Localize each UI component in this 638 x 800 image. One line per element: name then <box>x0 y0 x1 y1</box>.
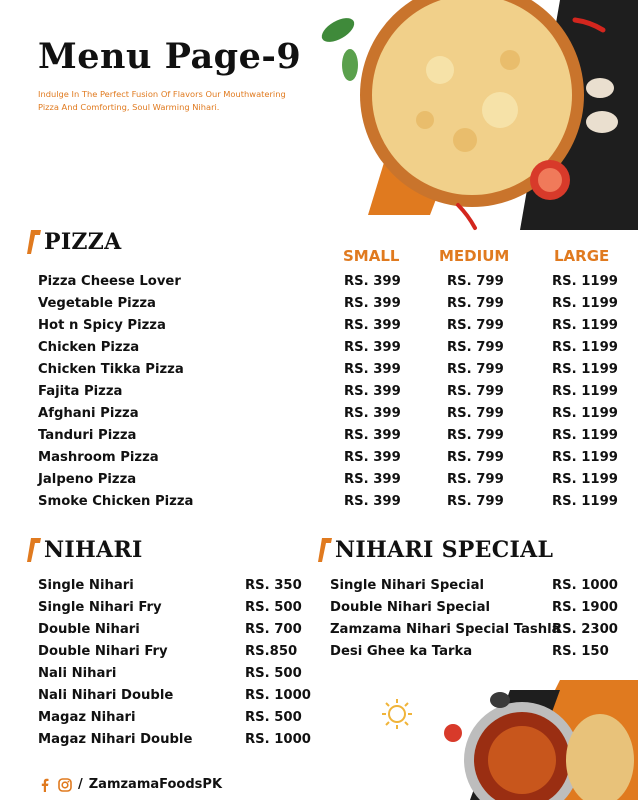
pizza-row <box>38 274 628 296</box>
basil-leaf-icon <box>342 49 358 81</box>
size-header-medium: MEDIUM <box>439 247 510 265</box>
footer-orange-panel <box>500 680 638 800</box>
section-marker-icon <box>318 538 332 562</box>
nihari-name: Single Nihari <box>38 578 134 593</box>
chilli-icon <box>575 20 603 30</box>
price-small: RS. 399 <box>344 472 401 487</box>
nihari-section-heading <box>27 537 143 563</box>
instagram-icon[interactable] <box>58 778 72 792</box>
price-medium: RS. 799 <box>447 494 504 509</box>
nihari-name: Magaz Nihari Double <box>38 732 193 747</box>
footer-separator: / <box>78 777 83 792</box>
pizza-name: Pizza Cheese Lover <box>38 274 181 289</box>
nihari-special-list <box>330 578 630 666</box>
price-small: RS. 399 <box>344 318 401 333</box>
pizza-name: Mashroom Pizza <box>38 450 159 465</box>
pizza-row <box>38 450 628 472</box>
price-large: RS. 1199 <box>552 384 618 399</box>
pizza-name: Tanduri Pizza <box>38 428 137 443</box>
nihari-row <box>38 710 318 732</box>
nihari-price: RS. 1000 <box>245 732 311 747</box>
basil-leaf-icon <box>318 13 358 47</box>
mushroom-icon <box>586 111 618 133</box>
price-medium: RS. 799 <box>447 340 504 355</box>
nihari-special-price: RS. 2300 <box>552 622 618 637</box>
price-large: RS. 1199 <box>552 340 618 355</box>
pizza-list <box>38 274 628 516</box>
price-small: RS. 399 <box>344 362 401 377</box>
section-marker-icon <box>27 230 41 254</box>
pizza-row <box>38 384 628 406</box>
price-medium: RS. 799 <box>447 406 504 421</box>
nihari-section-title: NIHARI <box>44 537 143 563</box>
pizza-row <box>38 318 628 340</box>
price-medium: RS. 799 <box>447 472 504 487</box>
nihari-price: RS. 500 <box>245 600 302 615</box>
pizza-name: Jalpeno Pizza <box>38 472 137 487</box>
pizza-name: Fajita Pizza <box>38 384 123 399</box>
pizza-name: Chicken Tikka Pizza <box>38 362 184 377</box>
price-small: RS. 399 <box>344 384 401 399</box>
facebook-icon[interactable] <box>38 778 52 792</box>
price-medium: RS. 799 <box>447 296 504 311</box>
nihari-special-price: RS. 1000 <box>552 578 618 593</box>
page-title: Menu Page-9 <box>38 36 302 77</box>
nihari-row <box>38 688 318 710</box>
nihari-special-price: RS. 1900 <box>552 600 618 615</box>
nihari-name: Nali Nihari Double <box>38 688 174 703</box>
nihari-price: RS. 1000 <box>245 688 311 703</box>
pizza-row <box>38 406 628 428</box>
nihari-special-name: Zamzama Nihari Special Tashla <box>330 622 561 637</box>
pizza-section-title: PIZZA <box>44 229 122 255</box>
nihari-price: RS. 700 <box>245 622 302 637</box>
nihari-price: RS. 350 <box>245 578 302 593</box>
price-medium: RS. 799 <box>447 362 504 377</box>
nihari-name: Double Nihari Fry <box>38 644 168 659</box>
price-large: RS. 1199 <box>552 450 618 465</box>
price-small: RS. 399 <box>344 494 401 509</box>
nihari-special-name: Single Nihari Special <box>330 578 485 593</box>
pizza-name: Afghani Pizza <box>38 406 139 421</box>
nihari-price: RS.850 <box>245 644 298 659</box>
pizza-row <box>38 340 628 362</box>
nihari-special-row <box>330 622 630 644</box>
size-header-large: LARGE <box>554 247 610 265</box>
sun-icon <box>382 699 412 729</box>
price-medium: RS. 799 <box>447 428 504 443</box>
nihari-name: Magaz Nihari <box>38 710 136 725</box>
nihari-row <box>38 600 318 622</box>
nihari-special-name: Double Nihari Special <box>330 600 490 615</box>
pizza-image <box>360 0 584 207</box>
social-footer <box>38 777 222 792</box>
price-large: RS. 1199 <box>552 274 618 289</box>
price-small: RS. 399 <box>344 406 401 421</box>
header-orange-stripe <box>368 110 470 215</box>
nihari-list <box>38 578 318 754</box>
pizza-row <box>38 494 628 516</box>
pizza-name: Chicken Pizza <box>38 340 140 355</box>
nihari-price: RS. 500 <box>245 666 302 681</box>
price-large: RS. 1199 <box>552 318 618 333</box>
social-handle[interactable]: ZamzamaFoodsPK <box>88 777 223 792</box>
nihari-special-name: Desi Ghee ka Tarka <box>330 644 473 659</box>
chilli-icon <box>458 205 475 228</box>
nihari-row <box>38 732 318 754</box>
price-small: RS. 399 <box>344 274 401 289</box>
price-small: RS. 399 <box>344 450 401 465</box>
pizza-row <box>38 428 628 450</box>
pizza-slice-image <box>490 692 510 708</box>
price-large: RS. 1199 <box>552 494 618 509</box>
nihari-special-row <box>330 578 630 600</box>
price-large: RS. 1199 <box>552 428 618 443</box>
section-marker-icon <box>27 538 41 562</box>
header-dark-panel <box>520 0 638 230</box>
price-large: RS. 1199 <box>552 296 618 311</box>
price-medium: RS. 799 <box>447 450 504 465</box>
pizza-row <box>38 472 628 494</box>
nihari-special-section-title: NIHARI SPECIAL <box>335 537 554 563</box>
nihari-special-price: RS. 150 <box>552 644 609 659</box>
nihari-name: Nali Nihari <box>38 666 117 681</box>
pizza-name: Hot n Spicy Pizza <box>38 318 166 333</box>
price-medium: RS. 799 <box>447 274 504 289</box>
tomato-icon <box>530 160 570 200</box>
tomato-icon <box>444 724 462 742</box>
price-small: RS. 399 <box>344 296 401 311</box>
pizza-row <box>38 296 628 318</box>
price-large: RS. 1199 <box>552 472 618 487</box>
price-small: RS. 399 <box>344 428 401 443</box>
nihari-special-section-heading <box>318 537 553 563</box>
nihari-row <box>38 644 318 666</box>
pizza-name: Smoke Chicken Pizza <box>38 494 194 509</box>
nihari-row <box>38 578 318 600</box>
nihari-bowl-image <box>464 702 580 800</box>
nihari-name: Double Nihari <box>38 622 140 637</box>
naan-image <box>566 714 634 800</box>
nihari-row <box>38 666 318 688</box>
price-medium: RS. 799 <box>447 318 504 333</box>
pizza-name: Vegetable Pizza <box>38 296 156 311</box>
price-medium: RS. 799 <box>447 384 504 399</box>
size-header-small: SMALL <box>343 247 400 265</box>
page-subtitle: Indulge In The Perfect Fusion Of Flavors Our Mouthwatering Pizza And Comforting, Soul Warming Nihari. <box>38 89 286 112</box>
nihari-special-row <box>330 600 630 622</box>
pizza-section-heading <box>27 229 122 255</box>
price-small: RS. 399 <box>344 340 401 355</box>
nihari-name: Single Nihari Fry <box>38 600 162 615</box>
price-large: RS. 1199 <box>552 362 618 377</box>
price-large: RS. 1199 <box>552 406 618 421</box>
pizza-row <box>38 362 628 384</box>
footer-dark-panel <box>470 690 560 800</box>
mushroom-icon <box>586 78 614 98</box>
nihari-special-row <box>330 644 630 666</box>
nihari-price: RS. 500 <box>245 710 302 725</box>
nihari-row <box>38 622 318 644</box>
